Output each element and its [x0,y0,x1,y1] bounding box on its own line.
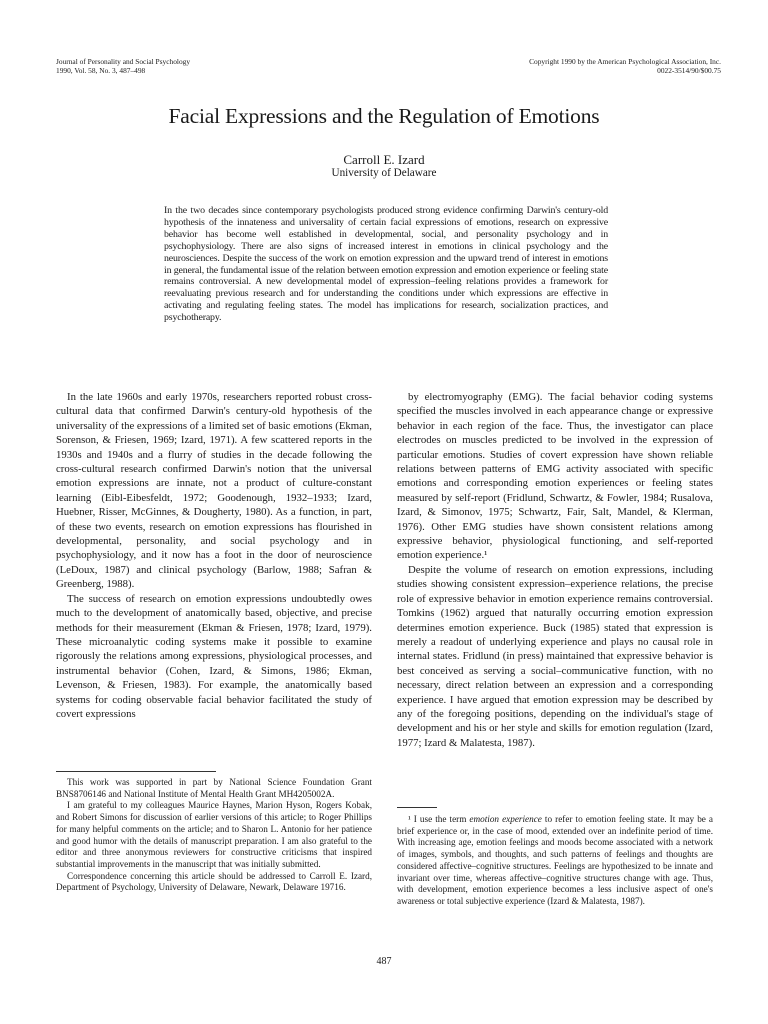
copyright-notice [529,57,721,75]
author-affiliation: University of Delaware [331,167,437,179]
journal-name: Journal of Personality and Social Psychology [56,57,191,66]
author-notes [56,777,372,894]
body-paragraph: Despite the volume of research on emotion expressions, including studies showing consistent expression–experience relations, the precise role of expressive behavior in emotion experience remains controversial. Tomkins (1962) argued that naturally occurring emotion expression determines emotion experience. Buck (1985) stated that expression is merely a readout of underlying experience and plays no causal role in internal states. Fridlund (in press) maintained that expressive behavior is best conceived as serving a social–communicative function, with no necessary, direct relation between an expression and a corresponding experience. I have argued that emotion expression may be described by any of the foregoing positions, depending on the individual's stage of development and his or her style and skills for emotion regulation (Izard, 1977; Izard & Malatesta, 1987). [397,563,713,749]
footnote-term: emotion experience [469,814,542,824]
journal-volume: 1990, Vol. 58, No. 3, 487–498 [56,66,146,75]
body-paragraph: In the late 1960s and early 1970s, researchers reported robust cross-cultural data that confirmed Darwin's century-old hypothesis of the universality of the expressions of a limited set of basic emotions (Ekman, Sorenson, & Friesen, 1969; Izard, 1971). A few scattered reports in the 1930s and 1940s and a flurry of studies in the decade following the cross-cultural research confirmed Darwin's notion that the universal emotion expressions are innate, not a product of culture-constant learning (Eibl-Eibesfeldt, 1972; Goodenough, 1932–1933; Izard, Huebner, Risser, McGinnes, & Dougherty, 1980). As a function, in part, of these two events, research on emotion expressions has flourished in developmental, personality, and social psychology and in psychophysiology, and it now has a foot in the door of neuroscience (LeDoux, 1987) and clinical psychology (Barlow, 1988; Safran & Greenberg, 1988). [56,391,372,591]
journal-citation [56,57,190,75]
footnote-list [397,814,713,908]
abstract: In the two decades since contemporary psychologists produced strong evidence confirming Darwin's century-old hypothesis of the innateness and universality of certain facial expressions of emotions, research on expressive behavior has become well established in developmental, social, and personality psychology and in psychophysiology. There are also signs of increased interest in emotions in clinical psychology and the neurosciences. Despite the success of the work on emotion expression and the upward trend of interest in emotions in general, the fundamental issue of the relation between emotion expression and emotion experience or feeling state remains controversial. A new developmental model of expression–feeling relations provides a framework for reevaluating previous research and for understanding the conditions under which expressions are effective in activating and regulating feeling states. The model has implications for research, socialization practices, and psychotherapy. [164,205,608,324]
footnote-divider [56,771,216,772]
body-column-right [397,390,713,750]
page-number: 487 [376,956,392,967]
author-note: This work was supported in part by National Science Foundation Grant BNS8706146 and National Institute of Mental Health Grant MH4205002A. [56,777,372,799]
article-title: Facial Expressions and the Regulation of Emotions [168,104,600,128]
body-paragraph: by electromyography (EMG). The facial behavior coding systems specified the muscles involved in each appearance change or expressive behavior in each region of the face. Thus, the investigator can place electrodes on muscles predicted to be involved in the expression of particular emotions. Studies of covert expression have shown reliable relations between patterns of EMG activity associated with specific emotions and corresponding emotion experiences or feeling states measured by self-report (Fridlund, Schwartz, & Fowler, 1984; Rusalova, Izard, & Simonov, 1975; Schwartz, Fair, Salt, Mandel, & Klerman, 1976). Other EMG studies have shown consistent relations among expressive behavior, physiological functioning, and self-reported emotion experience.¹ [397,391,713,562]
body-paragraph: The success of research on emotion expressions undoubtedly owes much to the development of anatomically based, objective, and precise methods for their measurement (Ekman & Friesen, 1978; Izard, 1979). These microanalytic coding systems make it possible to examine rigorously the relations among expressions, physiological processes, and instrumental behavior (Cohen, Izard, & Simons, 1986; Ekman, Levenson, & Friesen, 1983). For example, the anatomically based systems for coding observable facial behavior facilitated the study of covert expressions [56,592,372,720]
copyright-line: Copyright 1990 by the American Psychological Association, Inc. [529,57,721,66]
footnote-divider [397,807,437,808]
author-note: I am grateful to my colleagues Maurice Haynes, Marion Hyson, Rogers Kobak, and Robert Simons for discussion of earlier versions of this article; to Roger Phillips for many helpful comments on the article; and to Sharon L. Antonio for her patience and good humor with the details of manuscript preparation. I am also grateful to the editor and three anonymous reviewers for constructive criticisms that inspired substantial improvements in the manuscript that was initially submitted. [56,800,372,869]
author-note: Correspondence concerning this article should be addressed to Carroll E. Izard, Department of Psychology, University of Delaware, Newark, Delaware 19716. [56,870,372,893]
author-name: Carroll E. Izard [343,152,425,167]
body-column-left [56,390,372,721]
footnote: ¹ I use the term emotion experience to refer to emotion feeling state. It may be a brief experience or, in the case of mood, extended over an indefinite period of time. With increasing age, emotion feelings and moods become associated with a network of images, symbols, and thoughts, and such patterns of feelings and thoughts are considered affective–cognitive structures. Feelings are hypothesized to be innate and invariant over time, whereas affective–cognitive structures change with age. Thus, with development, emotion experience becomes a less inclusive aspect of one's awareness or total subjective experience (Izard & Malatesta, 1987). [397,814,714,906]
issn-code: 0022-3514/90/$00.75 [657,66,721,75]
